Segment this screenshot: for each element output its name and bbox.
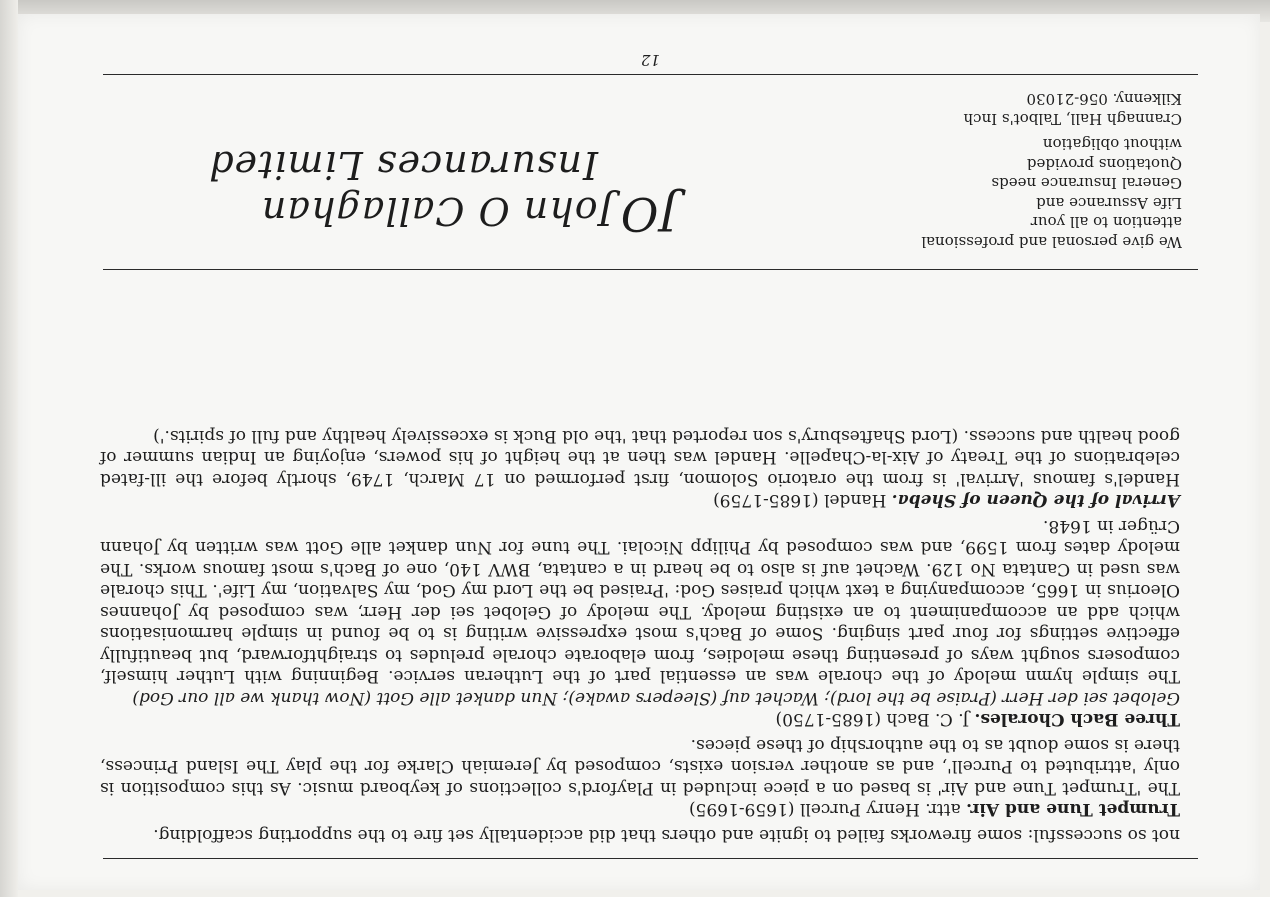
top-rule: [103, 858, 1198, 859]
advert-address: Crannagh Hall, Talbot's Inch: [963, 110, 1182, 128]
intro-paragraph: not so successful: some fireworks failed to ignite and others that did accidentally set fire to the supporting scaffolding.: [153, 825, 1180, 845]
section-body-handel: Handel's famous 'Arrival' is from the oratorio Solomon, first performed on 17 March, 1749, shortly before the ill-fated celebrations of the Treaty of Aix-la-Chapelle. Handel was then at the height of his powers, enjoying an Indian summer of good health and success. (Lord Shaftesbury's son reported that 'the old Buck is excessively healthy and full of spirits.'): [100, 426, 1180, 489]
middle-rule: [103, 269, 1198, 270]
heading-rest: attr. Henry Purcell (1659-1695): [688, 799, 967, 820]
company-line-2: Insurances Limited: [208, 143, 598, 187]
advert-details: [762, 89, 1182, 251]
section-subtitle-bach: Gelobet sei der Herr (Praise be the lord); Wachet auf (Sleepers awake); Nun danket alle Gott (Now thank we all our God): [132, 688, 1180, 708]
section-body-bach: The simple hymn melody of the chorale was an essential part of the Lutheran service. Beginning with Luther himself, composers sought ways of presenting these melodies, from elaborate chorale preludes to straightforward, but beautifully effective settings for four part singing. Some of Bach's most expressive writing is to be found in simple harmonisations which add an accompaniment to an existing melody. The melody of Gelobet sei der Herr, was composed by Johannes Oleorius in 1665, accompanying a text which praises God: 'Praised be the Lord my God, my Salvation, my Life'. This chorale was used in Cantata No 129. Wachet auf is also to be heard in a cantata, BWV 140, one of Bach's most famous works. The melody dates from 1599, and was composed by Philipp Nicolai. The tune for Nun danket alle Gott was written by Johann Crüger in 1648.: [100, 516, 1180, 687]
insurance-advert: [103, 81, 1198, 251]
advert-line: Life Assurance and: [1036, 194, 1182, 212]
scanned-page: [18, 14, 1260, 890]
section-heading-handel: [100, 489, 1180, 511]
upside-down-content: [100, 51, 1198, 867]
advert-line: attention to all your: [1030, 213, 1182, 232]
section-body-trumpet: The 'Trumpet Tune and Air' is based on a piece included in Playford's collections of keyboard music. As this composition is only 'attributed to Purcell', and as another version exists, composed by Jeremiah Clarke for the play The Island Princess, there is some doubt as to the authorship of these pieces.: [100, 735, 1180, 798]
advert-line: Quotations provided: [1026, 155, 1182, 173]
section-heading-trumpet: [100, 798, 1180, 820]
scan-left-edge: [0, 0, 18, 897]
advert-line: General Insurance needs: [991, 174, 1182, 193]
heading-rest: Handel (1685-1759): [713, 490, 892, 511]
advert-line: We give personal and professional: [921, 233, 1182, 251]
heading-bold: Three Bach Chorales.: [974, 709, 1180, 730]
heading-bold: Trumpet Tune and Air.: [966, 799, 1180, 820]
heading-rest: J. C. Bach (1685-1750): [775, 709, 975, 730]
heading-italic: Arrival of the Queen of Sheba.: [891, 490, 1180, 511]
advert-company-name: [138, 142, 678, 241]
monogram-logo: JO: [619, 187, 678, 241]
advert-line: without obligation: [1042, 135, 1182, 154]
programme-notes: [100, 425, 1180, 846]
section-heading-bach: [100, 708, 1180, 730]
page-number: 12: [640, 51, 661, 69]
bottom-rule: [103, 74, 1198, 75]
advert-address: Kilkenny. 056-21030: [1026, 90, 1182, 109]
company-line-1: John O Callaghan: [260, 189, 614, 233]
